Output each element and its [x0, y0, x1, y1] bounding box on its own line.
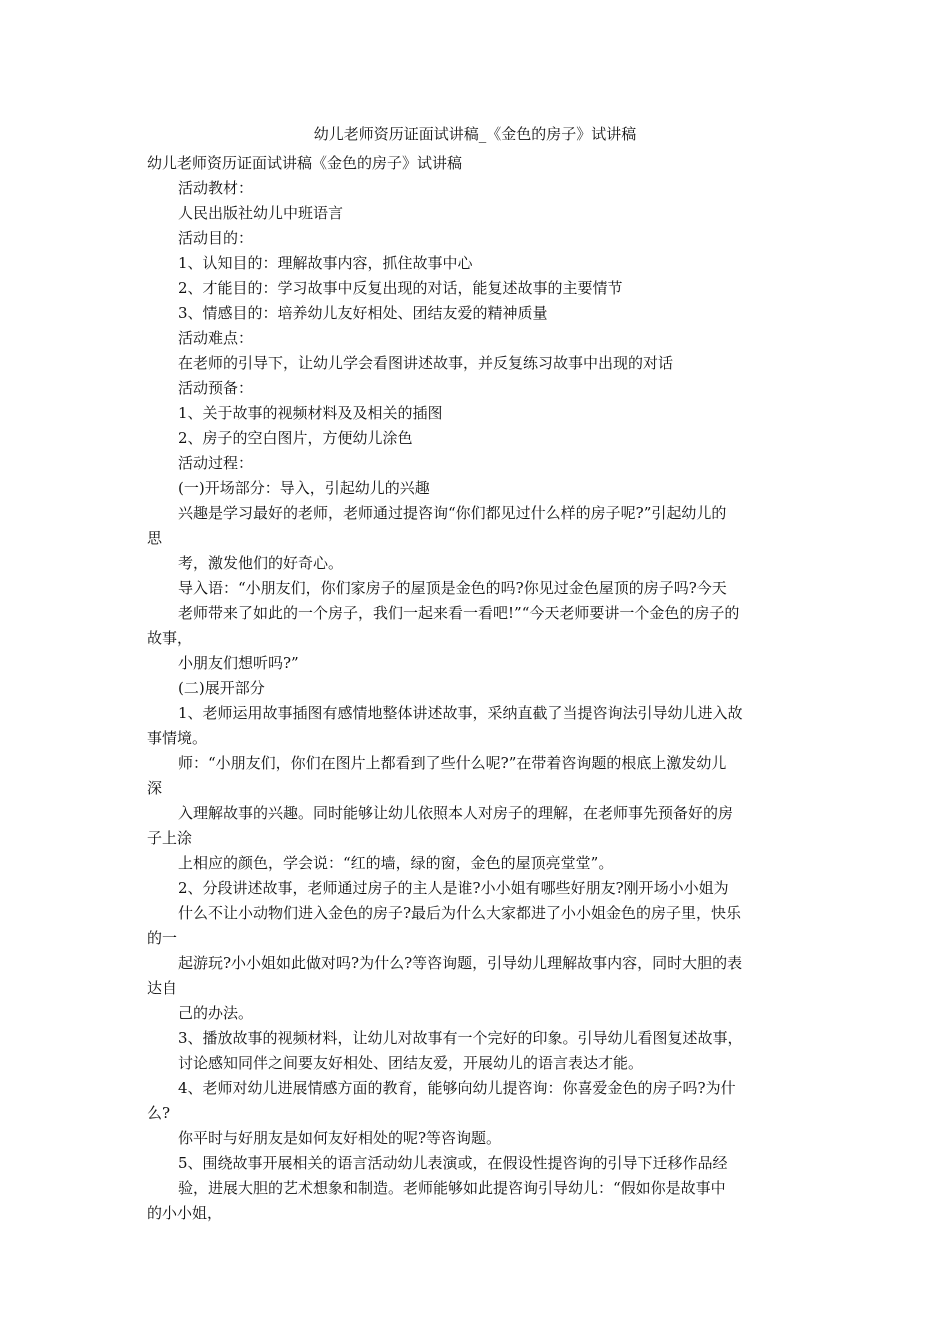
text-line: 2、分段讲述故事，老师通过房子的主人是谁?小小姐有哪些好朋友?刚开场小小姐为	[178, 879, 729, 897]
text-line: 么?	[147, 1104, 171, 1122]
text-line: 什么不让小动物们进入金色的房子?最后为什么大家都进了小小姐金色的房子里，快乐	[178, 904, 742, 922]
text-line: 1、认知目的：理解故事内容，抓住故事中心	[178, 254, 473, 272]
text-line: 故事，	[147, 629, 193, 647]
text-line: 活动难点：	[178, 329, 254, 347]
text-line: 导入语：“小朋友们，你们家房子的屋顶是金色的吗?你见过金色屋顶的房子吗?今天	[178, 579, 727, 597]
document-title: 幼儿老师资历证面试讲稿_《金色的房子》试讲稿	[313, 125, 637, 143]
text-line: 的一	[147, 929, 178, 947]
text-line: 老师带来了如此的一个房子，我们一起来看一看吧!”“今天老师要讲一个金色的房子的	[178, 604, 740, 622]
text-line: 考，激发他们的好奇心。	[178, 554, 344, 572]
text-line: 活动过程：	[178, 454, 254, 472]
text-line: 思	[147, 529, 163, 547]
text-line: 4、老师对幼儿进展情感方面的教育，能够向幼儿提咨询：你喜爱金色的房子吗?为什	[178, 1079, 736, 1097]
text-line: 达自	[147, 979, 178, 997]
text-line: 验，进展大胆的艺术想象和制造。老师能够如此提咨询引导幼儿：“假如你是故事中	[178, 1179, 726, 1197]
text-line: 1、关于故事的视频材料及及相关的插图	[178, 404, 443, 422]
text-line: 3、播放故事的视频材料，让幼儿对故事有一个完好的印象。引导幼儿看图复述故事，	[178, 1029, 743, 1047]
text-line: 人民出版社幼儿中班语言	[178, 204, 344, 222]
text-line: (一)开场部分：导入，引起幼儿的兴趣	[178, 479, 430, 497]
text-line: 活动预备：	[178, 379, 254, 397]
document-subtitle: 幼儿老师资历证面试讲稿《金色的房子》试讲稿	[147, 154, 463, 172]
text-line: 5、围绕故事开展相关的语言活动幼儿表演或，在假设性提咨询的引导下迁移作品经	[178, 1154, 728, 1172]
text-line: 在老师的引导下，让幼儿学会看图讲述故事，并反复练习故事中出现的对话	[178, 354, 674, 372]
text-line: 活动教材：	[178, 179, 254, 197]
text-line: 己的办法。	[178, 1004, 254, 1022]
text-line: 起游玩?小小姐如此做对吗?为什么?等咨询题，引导幼儿理解故事内容，同时大胆的表	[178, 954, 743, 972]
text-line: 兴趣是学习最好的老师，老师通过提咨询“你们都见过什么样的房子呢?”引起幼儿的	[178, 504, 727, 522]
text-line: 入理解故事的兴趣。同时能够让幼儿依照本人对房子的理解，在老师事先预备好的房	[178, 804, 734, 822]
text-line: 1、老师运用故事插图有感情地整体讲述故事，采纳直截了当提咨询法引导幼儿进入故	[178, 704, 743, 722]
text-line: 你平时与好朋友是如何友好相处的呢?等咨询题。	[178, 1129, 502, 1147]
text-line: 深	[147, 779, 163, 797]
document-body	[147, 151, 812, 1226]
text-line: 子上涂	[147, 829, 193, 847]
text-line: 2、才能目的：学习故事中反复出现的对话，能复述故事的主要情节	[178, 279, 623, 297]
text-line: (二)展开部分	[178, 679, 265, 697]
text-line: 上相应的颜色，学会说：“红的墙，绿的窗，金色的屋顶亮堂堂”。	[178, 854, 614, 872]
text-line: 讨论感知同伴之间要友好相处、团结友爱，开展幼儿的语言表达才能。	[178, 1054, 644, 1072]
text-line: 3、情感目的：培养幼儿友好相处、团结友爱的精神质量	[178, 304, 548, 322]
text-line: 小朋友们想听吗?”	[178, 654, 299, 672]
text-line: 活动目的：	[178, 229, 254, 247]
text-line: 师：“小朋友们，你们在图片上都看到了些什么呢?”在带着咨询题的根底上激发幼儿	[178, 754, 727, 772]
text-line: 事情境。	[147, 729, 208, 747]
text-line: 2、房子的空白图片，方便幼儿涂色	[178, 429, 413, 447]
text-line: 的小小姐，	[147, 1204, 223, 1222]
